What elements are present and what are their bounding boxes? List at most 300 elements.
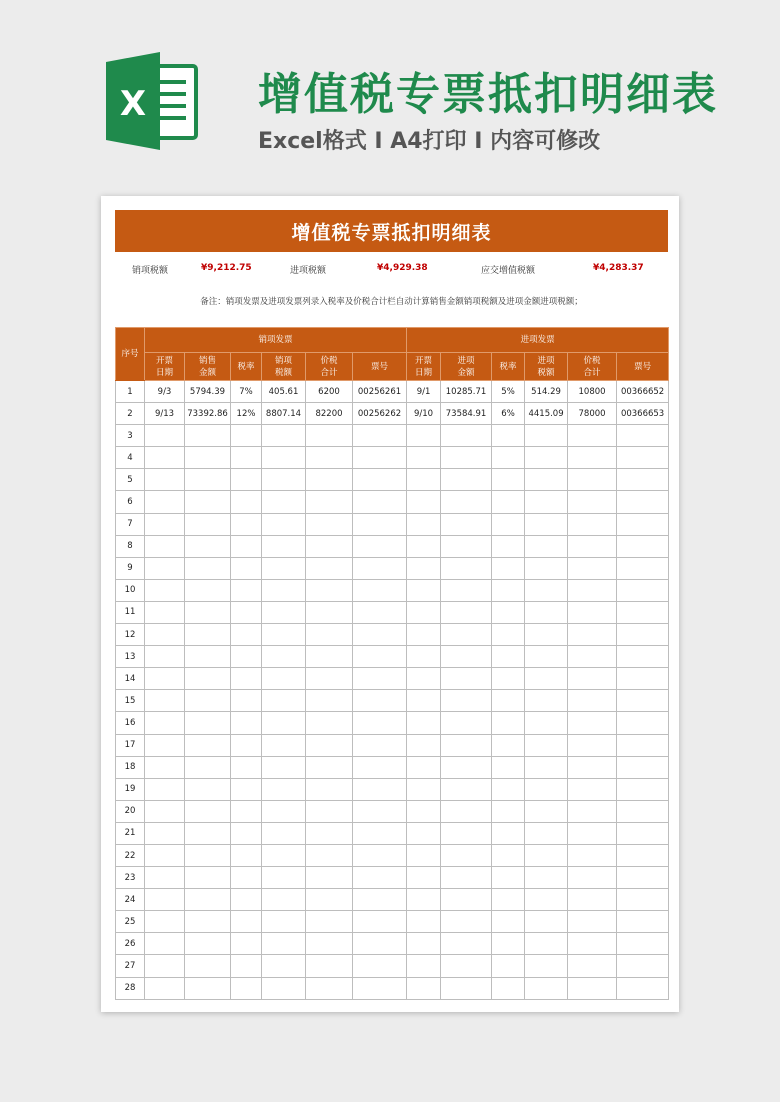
table-cell[interactable] bbox=[407, 513, 441, 535]
table-cell[interactable] bbox=[492, 822, 525, 844]
table-cell[interactable] bbox=[492, 601, 525, 623]
table-cell[interactable] bbox=[441, 624, 492, 646]
table-cell[interactable] bbox=[617, 867, 669, 889]
table-cell[interactable] bbox=[441, 646, 492, 668]
table-cell[interactable] bbox=[407, 624, 441, 646]
table-cell[interactable] bbox=[353, 447, 407, 469]
table-cell[interactable] bbox=[262, 601, 306, 623]
table-cell[interactable] bbox=[262, 911, 306, 933]
table-cell[interactable] bbox=[145, 690, 185, 712]
table-cell[interactable] bbox=[353, 933, 407, 955]
table-cell[interactable] bbox=[568, 911, 617, 933]
table-cell[interactable] bbox=[407, 756, 441, 778]
table-cell[interactable] bbox=[407, 425, 441, 447]
table-cell[interactable] bbox=[617, 822, 669, 844]
table-cell[interactable] bbox=[441, 756, 492, 778]
table-cell[interactable]: 9/10 bbox=[407, 403, 441, 425]
table-cell[interactable] bbox=[145, 469, 185, 491]
table-cell[interactable] bbox=[525, 579, 568, 601]
table-cell[interactable] bbox=[353, 624, 407, 646]
table-cell[interactable] bbox=[145, 668, 185, 690]
table-cell[interactable] bbox=[185, 535, 231, 557]
table-cell[interactable] bbox=[231, 447, 262, 469]
table-cell[interactable] bbox=[306, 579, 353, 601]
table-cell[interactable] bbox=[568, 447, 617, 469]
table-cell[interactable] bbox=[492, 867, 525, 889]
table-cell[interactable] bbox=[407, 579, 441, 601]
table-cell[interactable] bbox=[568, 756, 617, 778]
table-cell[interactable]: 4415.09 bbox=[525, 403, 568, 425]
table-cell[interactable] bbox=[306, 447, 353, 469]
table-cell[interactable] bbox=[353, 579, 407, 601]
table-cell[interactable] bbox=[262, 955, 306, 977]
table-cell[interactable] bbox=[306, 800, 353, 822]
table-cell[interactable] bbox=[525, 491, 568, 513]
table-cell[interactable] bbox=[306, 734, 353, 756]
table-cell[interactable] bbox=[617, 690, 669, 712]
table-cell[interactable] bbox=[231, 690, 262, 712]
table-cell[interactable] bbox=[617, 844, 669, 866]
table-cell[interactable] bbox=[262, 447, 306, 469]
table-cell[interactable] bbox=[306, 778, 353, 800]
table-cell[interactable] bbox=[145, 800, 185, 822]
table-cell[interactable] bbox=[441, 867, 492, 889]
table-cell[interactable] bbox=[407, 734, 441, 756]
table-cell[interactable] bbox=[231, 712, 262, 734]
table-cell[interactable] bbox=[306, 668, 353, 690]
table-cell[interactable] bbox=[617, 800, 669, 822]
table-cell[interactable] bbox=[525, 624, 568, 646]
table-cell[interactable] bbox=[306, 535, 353, 557]
table-cell[interactable] bbox=[492, 425, 525, 447]
table-cell[interactable] bbox=[353, 469, 407, 491]
table-cell[interactable] bbox=[262, 844, 306, 866]
table-cell[interactable] bbox=[145, 756, 185, 778]
table-cell[interactable]: 5% bbox=[492, 381, 525, 403]
table-cell[interactable] bbox=[407, 712, 441, 734]
table-cell[interactable] bbox=[145, 624, 185, 646]
table-cell[interactable] bbox=[492, 977, 525, 999]
table-cell[interactable] bbox=[441, 933, 492, 955]
table-cell[interactable] bbox=[306, 690, 353, 712]
table-cell[interactable] bbox=[262, 513, 306, 535]
table-cell[interactable] bbox=[441, 579, 492, 601]
table-cell[interactable] bbox=[407, 447, 441, 469]
payable-tax-value[interactable]: ¥4,283.37 bbox=[593, 263, 644, 273]
table-cell[interactable] bbox=[525, 800, 568, 822]
table-cell[interactable] bbox=[231, 624, 262, 646]
table-cell[interactable] bbox=[262, 977, 306, 999]
table-cell[interactable] bbox=[407, 933, 441, 955]
table-cell[interactable] bbox=[185, 557, 231, 579]
table-cell[interactable]: 8807.14 bbox=[262, 403, 306, 425]
table-cell[interactable] bbox=[231, 911, 262, 933]
table-cell[interactable] bbox=[617, 447, 669, 469]
table-cell[interactable] bbox=[525, 844, 568, 866]
table-cell[interactable] bbox=[231, 756, 262, 778]
table-cell[interactable] bbox=[145, 646, 185, 668]
table-cell[interactable] bbox=[145, 425, 185, 447]
table-cell[interactable] bbox=[353, 557, 407, 579]
table-cell[interactable] bbox=[492, 557, 525, 579]
table-cell[interactable] bbox=[492, 889, 525, 911]
input-tax-value[interactable]: ¥4,929.38 bbox=[377, 263, 428, 273]
table-cell[interactable] bbox=[231, 955, 262, 977]
table-cell[interactable] bbox=[262, 889, 306, 911]
table-cell[interactable] bbox=[568, 469, 617, 491]
table-cell[interactable] bbox=[492, 911, 525, 933]
table-cell[interactable] bbox=[185, 911, 231, 933]
table-cell[interactable] bbox=[568, 601, 617, 623]
table-cell[interactable] bbox=[407, 535, 441, 557]
table-cell[interactable] bbox=[306, 425, 353, 447]
table-cell[interactable] bbox=[145, 955, 185, 977]
table-cell[interactable] bbox=[617, 911, 669, 933]
table-cell[interactable] bbox=[185, 955, 231, 977]
table-cell[interactable] bbox=[492, 844, 525, 866]
table-cell[interactable] bbox=[262, 867, 306, 889]
table-cell[interactable] bbox=[568, 712, 617, 734]
table-cell[interactable] bbox=[353, 646, 407, 668]
table-cell[interactable]: 00366652 bbox=[617, 381, 669, 403]
table-cell[interactable]: 00256262 bbox=[353, 403, 407, 425]
table-cell[interactable] bbox=[441, 778, 492, 800]
table-cell[interactable] bbox=[145, 933, 185, 955]
table-cell[interactable] bbox=[492, 778, 525, 800]
table-cell[interactable] bbox=[353, 844, 407, 866]
table-cell[interactable] bbox=[617, 513, 669, 535]
table-cell[interactable] bbox=[231, 822, 262, 844]
table-cell[interactable] bbox=[353, 822, 407, 844]
table-cell[interactable] bbox=[353, 800, 407, 822]
table-cell[interactable] bbox=[145, 867, 185, 889]
table-cell[interactable] bbox=[145, 778, 185, 800]
table-cell[interactable] bbox=[231, 513, 262, 535]
table-cell[interactable] bbox=[492, 579, 525, 601]
table-cell[interactable] bbox=[185, 513, 231, 535]
table-cell[interactable] bbox=[525, 712, 568, 734]
table-cell[interactable] bbox=[306, 911, 353, 933]
table-cell[interactable] bbox=[407, 889, 441, 911]
table-cell[interactable] bbox=[231, 646, 262, 668]
table-cell[interactable] bbox=[185, 646, 231, 668]
table-cell[interactable] bbox=[568, 491, 617, 513]
table-cell[interactable] bbox=[568, 800, 617, 822]
table-cell[interactable] bbox=[306, 977, 353, 999]
table-cell[interactable] bbox=[617, 624, 669, 646]
table-cell[interactable] bbox=[353, 491, 407, 513]
table-cell[interactable]: 78000 bbox=[568, 403, 617, 425]
table-cell[interactable] bbox=[568, 535, 617, 557]
table-cell[interactable] bbox=[306, 933, 353, 955]
table-cell[interactable] bbox=[617, 955, 669, 977]
table-cell[interactable] bbox=[262, 579, 306, 601]
table-cell[interactable] bbox=[407, 778, 441, 800]
table-cell[interactable] bbox=[441, 889, 492, 911]
table-cell[interactable] bbox=[568, 977, 617, 999]
table-cell[interactable] bbox=[185, 822, 231, 844]
table-cell[interactable] bbox=[185, 889, 231, 911]
table-cell[interactable] bbox=[353, 867, 407, 889]
table-cell[interactable] bbox=[262, 491, 306, 513]
table-cell[interactable] bbox=[407, 557, 441, 579]
table-cell[interactable] bbox=[492, 646, 525, 668]
table-cell[interactable] bbox=[262, 469, 306, 491]
table-cell[interactable] bbox=[231, 557, 262, 579]
table-cell[interactable] bbox=[441, 601, 492, 623]
table-cell[interactable] bbox=[568, 513, 617, 535]
table-cell[interactable] bbox=[525, 734, 568, 756]
table-cell[interactable] bbox=[145, 491, 185, 513]
table-cell[interactable] bbox=[262, 800, 306, 822]
table-cell[interactable]: 6200 bbox=[306, 381, 353, 403]
table-cell[interactable] bbox=[441, 557, 492, 579]
table-cell[interactable] bbox=[262, 646, 306, 668]
table-cell[interactable] bbox=[231, 977, 262, 999]
table-cell[interactable] bbox=[353, 734, 407, 756]
table-cell[interactable] bbox=[353, 668, 407, 690]
table-cell[interactable] bbox=[185, 800, 231, 822]
table-cell[interactable] bbox=[441, 734, 492, 756]
table-cell[interactable] bbox=[231, 800, 262, 822]
table-cell[interactable] bbox=[185, 579, 231, 601]
table-cell[interactable] bbox=[441, 535, 492, 557]
table-cell[interactable] bbox=[353, 889, 407, 911]
table-cell[interactable] bbox=[306, 646, 353, 668]
table-cell[interactable] bbox=[407, 601, 441, 623]
table-cell[interactable] bbox=[525, 601, 568, 623]
table-cell[interactable] bbox=[185, 447, 231, 469]
table-cell[interactable] bbox=[262, 778, 306, 800]
table-cell[interactable] bbox=[407, 491, 441, 513]
table-cell[interactable] bbox=[617, 579, 669, 601]
table-cell[interactable] bbox=[617, 601, 669, 623]
table-cell[interactable]: 10800 bbox=[568, 381, 617, 403]
table-cell[interactable] bbox=[441, 712, 492, 734]
table-cell[interactable] bbox=[617, 557, 669, 579]
table-cell[interactable] bbox=[145, 535, 185, 557]
table-cell[interactable] bbox=[407, 646, 441, 668]
table-cell[interactable]: 6% bbox=[492, 403, 525, 425]
table-cell[interactable] bbox=[262, 734, 306, 756]
table-cell[interactable]: 5794.39 bbox=[185, 381, 231, 403]
table-cell[interactable] bbox=[492, 800, 525, 822]
table-cell[interactable] bbox=[441, 822, 492, 844]
table-cell[interactable] bbox=[353, 513, 407, 535]
table-cell[interactable] bbox=[185, 491, 231, 513]
table-cell[interactable] bbox=[525, 690, 568, 712]
table-cell[interactable] bbox=[568, 778, 617, 800]
table-cell[interactable] bbox=[353, 778, 407, 800]
table-cell[interactable] bbox=[145, 977, 185, 999]
table-cell[interactable] bbox=[145, 734, 185, 756]
table-cell[interactable] bbox=[492, 933, 525, 955]
table-cell[interactable] bbox=[185, 601, 231, 623]
table-cell[interactable] bbox=[407, 690, 441, 712]
table-cell[interactable] bbox=[441, 668, 492, 690]
table-cell[interactable]: 00366653 bbox=[617, 403, 669, 425]
table-cell[interactable] bbox=[441, 844, 492, 866]
table-cell[interactable] bbox=[568, 624, 617, 646]
table-cell[interactable] bbox=[185, 778, 231, 800]
table-cell[interactable] bbox=[145, 601, 185, 623]
table-cell[interactable] bbox=[492, 491, 525, 513]
sales-tax-value[interactable]: ¥9,212.75 bbox=[201, 263, 252, 273]
table-cell[interactable] bbox=[306, 955, 353, 977]
table-cell[interactable] bbox=[231, 933, 262, 955]
table-cell[interactable] bbox=[568, 579, 617, 601]
table-cell[interactable] bbox=[231, 579, 262, 601]
table-cell[interactable] bbox=[617, 491, 669, 513]
table-cell[interactable] bbox=[525, 778, 568, 800]
table-cell[interactable] bbox=[407, 955, 441, 977]
table-cell[interactable] bbox=[568, 844, 617, 866]
table-cell[interactable] bbox=[185, 734, 231, 756]
table-cell[interactable] bbox=[306, 469, 353, 491]
table-cell[interactable] bbox=[525, 535, 568, 557]
table-cell[interactable] bbox=[525, 867, 568, 889]
table-cell[interactable] bbox=[617, 646, 669, 668]
table-cell[interactable] bbox=[441, 447, 492, 469]
table-cell[interactable] bbox=[353, 601, 407, 623]
table-cell[interactable] bbox=[262, 668, 306, 690]
table-cell[interactable] bbox=[185, 756, 231, 778]
table-cell[interactable] bbox=[231, 867, 262, 889]
table-cell[interactable] bbox=[262, 933, 306, 955]
table-cell[interactable] bbox=[617, 469, 669, 491]
table-cell[interactable] bbox=[441, 425, 492, 447]
table-cell[interactable] bbox=[568, 933, 617, 955]
table-cell[interactable] bbox=[617, 778, 669, 800]
table-cell[interactable] bbox=[525, 756, 568, 778]
table-cell[interactable] bbox=[492, 513, 525, 535]
table-cell[interactable] bbox=[145, 911, 185, 933]
table-cell[interactable] bbox=[525, 447, 568, 469]
table-cell[interactable] bbox=[353, 535, 407, 557]
table-cell[interactable] bbox=[407, 867, 441, 889]
table-cell[interactable] bbox=[185, 469, 231, 491]
table-cell[interactable] bbox=[525, 668, 568, 690]
table-cell[interactable] bbox=[145, 712, 185, 734]
table-cell[interactable] bbox=[306, 867, 353, 889]
table-cell[interactable] bbox=[407, 800, 441, 822]
table-cell[interactable]: 9/3 bbox=[145, 381, 185, 403]
table-cell[interactable] bbox=[407, 668, 441, 690]
table-cell[interactable] bbox=[568, 425, 617, 447]
table-cell[interactable] bbox=[353, 690, 407, 712]
table-cell[interactable] bbox=[617, 889, 669, 911]
table-cell[interactable] bbox=[407, 911, 441, 933]
table-cell[interactable] bbox=[306, 756, 353, 778]
table-cell[interactable] bbox=[407, 822, 441, 844]
table-cell[interactable] bbox=[185, 668, 231, 690]
table-cell[interactable] bbox=[525, 955, 568, 977]
table-cell[interactable] bbox=[145, 557, 185, 579]
table-cell[interactable] bbox=[185, 977, 231, 999]
table-cell[interactable] bbox=[262, 756, 306, 778]
table-cell[interactable] bbox=[185, 624, 231, 646]
table-cell[interactable] bbox=[306, 513, 353, 535]
table-cell[interactable] bbox=[568, 734, 617, 756]
table-cell[interactable] bbox=[617, 535, 669, 557]
table-cell[interactable] bbox=[262, 690, 306, 712]
table-cell[interactable] bbox=[145, 822, 185, 844]
table-cell[interactable]: 12% bbox=[231, 403, 262, 425]
table-cell[interactable] bbox=[525, 889, 568, 911]
table-cell[interactable] bbox=[525, 933, 568, 955]
table-cell[interactable] bbox=[492, 624, 525, 646]
table-cell[interactable] bbox=[231, 425, 262, 447]
table-cell[interactable] bbox=[145, 844, 185, 866]
table-cell[interactable] bbox=[617, 712, 669, 734]
table-cell[interactable] bbox=[525, 425, 568, 447]
table-cell[interactable] bbox=[492, 712, 525, 734]
table-cell[interactable] bbox=[492, 955, 525, 977]
table-cell[interactable] bbox=[617, 756, 669, 778]
table-cell[interactable] bbox=[525, 469, 568, 491]
table-cell[interactable] bbox=[407, 844, 441, 866]
table-cell[interactable] bbox=[492, 756, 525, 778]
table-cell[interactable] bbox=[185, 933, 231, 955]
table-cell[interactable] bbox=[568, 822, 617, 844]
table-cell[interactable] bbox=[231, 469, 262, 491]
table-cell[interactable] bbox=[353, 712, 407, 734]
table-cell[interactable] bbox=[262, 822, 306, 844]
table-cell[interactable] bbox=[353, 911, 407, 933]
table-cell[interactable] bbox=[306, 712, 353, 734]
table-cell[interactable] bbox=[231, 889, 262, 911]
table-cell[interactable] bbox=[441, 469, 492, 491]
table-cell[interactable]: 73584.91 bbox=[441, 403, 492, 425]
table-cell[interactable] bbox=[231, 734, 262, 756]
table-cell[interactable] bbox=[185, 844, 231, 866]
table-cell[interactable] bbox=[441, 911, 492, 933]
table-cell[interactable] bbox=[492, 535, 525, 557]
table-cell[interactable] bbox=[568, 867, 617, 889]
table-cell[interactable] bbox=[185, 867, 231, 889]
table-cell[interactable] bbox=[617, 425, 669, 447]
table-cell[interactable] bbox=[492, 690, 525, 712]
table-cell[interactable] bbox=[441, 491, 492, 513]
table-cell[interactable] bbox=[441, 977, 492, 999]
table-cell[interactable] bbox=[145, 513, 185, 535]
table-cell[interactable] bbox=[231, 668, 262, 690]
table-cell[interactable] bbox=[145, 579, 185, 601]
table-cell[interactable] bbox=[262, 425, 306, 447]
table-cell[interactable] bbox=[525, 822, 568, 844]
table-cell[interactable] bbox=[441, 955, 492, 977]
table-cell[interactable]: 82200 bbox=[306, 403, 353, 425]
table-cell[interactable] bbox=[617, 734, 669, 756]
table-cell[interactable] bbox=[525, 557, 568, 579]
table-cell[interactable] bbox=[185, 712, 231, 734]
table-cell[interactable] bbox=[353, 425, 407, 447]
table-cell[interactable] bbox=[262, 712, 306, 734]
table-cell[interactable] bbox=[262, 535, 306, 557]
table-cell[interactable] bbox=[568, 646, 617, 668]
table-cell[interactable] bbox=[492, 668, 525, 690]
table-cell[interactable]: 7% bbox=[231, 381, 262, 403]
table-cell[interactable] bbox=[306, 889, 353, 911]
table-cell[interactable] bbox=[185, 690, 231, 712]
table-cell[interactable] bbox=[185, 425, 231, 447]
table-cell[interactable]: 00256261 bbox=[353, 381, 407, 403]
table-cell[interactable]: 405.61 bbox=[262, 381, 306, 403]
table-cell[interactable] bbox=[525, 646, 568, 668]
table-cell[interactable]: 73392.86 bbox=[185, 403, 231, 425]
table-cell[interactable] bbox=[353, 955, 407, 977]
table-cell[interactable] bbox=[441, 690, 492, 712]
